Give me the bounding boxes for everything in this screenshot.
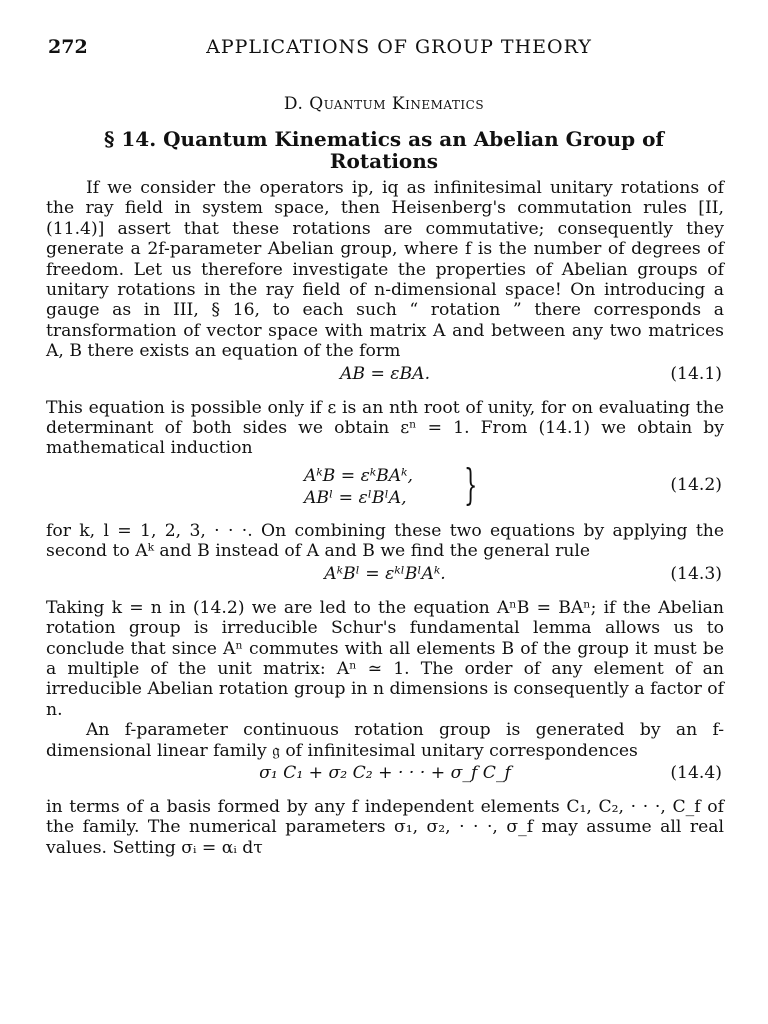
equation-number: (14.2) [670, 474, 722, 495]
paragraph-2: This equation is possible only if ε is an nth root of unity, for on evaluating the determinant of both sides we obtain εⁿ = 1. From (14.1) we obtain by mathematical induction [46, 397, 724, 459]
equation-line-1: AᵏB = εᵏBAᵏ, [304, 465, 413, 486]
page-header [48, 36, 720, 66]
equation-expr: σ₁ C₁ + σ₂ C₂ + · · · + σ_f C_f [259, 762, 511, 783]
equation-line-2: ABˡ = εˡBˡA, [304, 487, 407, 508]
equation-number: (14.3) [670, 563, 722, 584]
page-number: 272 [48, 36, 88, 58]
equation-number: (14.4) [670, 762, 722, 783]
equation-14-3 [46, 564, 724, 596]
equation-expr: AB = εBA. [339, 363, 431, 384]
section-label: D. Quantum Kinematics [283, 94, 485, 114]
paragraph-5: An f-parameter continuous rotation group is generated by an f-dimensional linear family 𝔤 of infinitesimal unitary correspondences [46, 720, 724, 761]
paragraph-3: for k, l = 1, 2, 3, · · ·. On combining these two equations by applying the second to Aᵏ and B instead of A and B we find the general rule [46, 520, 724, 562]
equation-number: (14.1) [670, 363, 722, 384]
paragraph-4: Taking k = n in (14.2) we are led to the equation AⁿB = BAⁿ; if the Abelian rotation group is irreducible Schur's fundamental lemma allows us to conclude that since Aⁿ commutes with all elements B of the group it must be a multiple of the unit matrix: Aⁿ ≃ 1. The order of any element of an irreducible Abelian rotation group in n dimensions is consequently a factor of n. [46, 597, 724, 720]
paragraph-1: If we consider the operators ip, iq as infinitesimal unitary rotations of the ray field in system space, then Heisenberg's commutation rules [II, (11.4)] assert that these rotations are commutative; consequently they generate a 2f-parameter Abelian group, where f is the number of degrees of freedom. Let us therefore investigate the properties of Abelian groups of unitary rotations in the ray field of n-dimensional space! On introducing a gauge as in III, § 16, to each such “ rotation ” there corresponds a transformation of vector space with matrix A and between any two matrices A, B there exists an equation of the form [46, 178, 724, 362]
section-title: § 14. Quantum Kinematics as an Abelian Group of Rotations [103, 127, 665, 173]
equation-14-4 [46, 763, 724, 795]
equation-brace: } [464, 459, 478, 509]
body-text [46, 178, 724, 858]
running-head: APPLICATIONS OF GROUP THEORY [206, 36, 592, 58]
equation-expr: AᵏBˡ = εᵏˡBˡAᵏ. [324, 563, 446, 584]
paragraph-6: in terms of a basis formed by any f independent elements C₁, C₂, · · ·, C_f of the family. The numerical parameters σ₁, σ₂, · · ·, σ_f may assume all real values. Setting σᵢ = αᵢ dτ [46, 796, 724, 858]
equation-14-1 [46, 364, 724, 396]
equation-14-2 [46, 461, 724, 513]
